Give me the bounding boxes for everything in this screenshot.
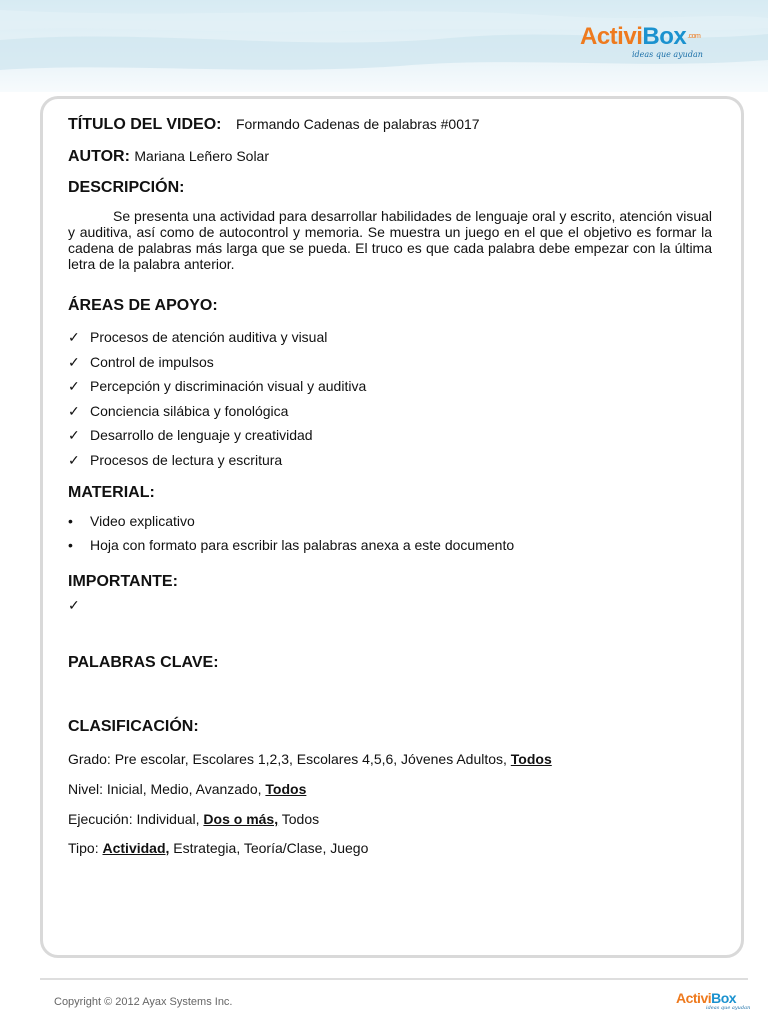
tipo-selected: Actividad, [102,840,170,856]
author-value: Mariana Leñero Solar [134,148,270,164]
check-icon: ✓ [68,378,80,394]
logo-text-activi: Activi [580,23,643,50]
list-item: ✓ Desarrollo de lenguaje y creatividad [68,427,313,443]
logo-text-box: Box [642,23,687,50]
check-icon: ✓ [68,354,80,370]
bullet-icon: • [68,513,73,529]
check-icon: ✓ [68,329,80,345]
author-row [68,146,269,167]
classification-ejecucion: Ejecución: Individual, Dos o más, Todos [68,811,320,827]
list-item: • Video explicativo [68,513,195,529]
description-heading: DESCRIPCIÓN: [68,179,185,196]
list-item: • Hoja con formato para escribir las palabras anexa a este documento [68,537,515,553]
footer-divider [40,978,748,980]
logo-text-com: .com [687,33,701,40]
classification-grado: Grado: Pre escolar, Escolares 1,2,3, Escolares 4,5,6, Jóvenes Adultos, Todos [68,751,552,767]
grado-selected: Todos [510,751,552,767]
description-text: Se presenta una actividad para desarrollar habilidades de lenguaje oral y escrito, atención visual y auditiva, así como de autocontrol y memoria. Se muestra un juego en el que el objetivo es formar la cadena de palabras más larga que se pueda. El truco es que cada palabra debe empezar con la última letra de la palabra anterior. [68,208,712,272]
ejecucion-selected: Dos o más, [203,811,279,827]
logo-tagline: ideas que ayudan [632,50,703,59]
list-item: ✓ Procesos de atención auditiva y visual [68,329,328,345]
list-item: ✓ Percepción y discriminación visual y auditiva [68,378,367,394]
check-icon: ✓ [68,403,80,419]
check-icon: ✓ [68,427,80,443]
logo-text-box: Box [711,990,737,1006]
list-item: ✓ Procesos de lectura y escritura [68,452,283,468]
bullet-icon: • [68,537,73,553]
classification-tipo: Tipo: Actividad, Estrategia, Teoría/Clase, Juego [68,840,369,856]
importante-heading: IMPORTANTE: [68,573,178,590]
keywords-heading: PALABRAS CLAVE: [68,654,219,671]
logo-text-activi: Activi [676,990,712,1006]
nivel-selected: Todos [265,781,307,797]
classification-heading: CLASIFICACIÓN: [68,718,199,735]
video-title-row [68,114,480,135]
classification-nivel: Nivel: Inicial, Medio, Avanzado, Todos [68,781,307,797]
list-item: ✓ Control de impulsos [68,354,214,370]
list-item [68,596,90,614]
check-icon: ✓ [68,452,80,468]
activibox-logo [580,24,720,66]
footer-logo [676,990,751,1011]
video-title-label: TÍTULO DEL VIDEO: [68,116,222,133]
author-label: AUTOR: [68,148,130,165]
check-icon: ✓ [68,597,80,613]
logo-tagline: ideas que ayudan [706,1005,751,1011]
video-title-value: Formando Cadenas de palabras #0017 [235,116,480,132]
list-item: ✓ Conciencia silábica y fonológica [68,403,289,419]
material-heading: MATERIAL: [68,484,155,501]
copyright-text: Copyright © 2012 Ayax Systems Inc. [54,996,233,1008]
areas-heading: ÁREAS DE APOYO: [68,297,218,314]
